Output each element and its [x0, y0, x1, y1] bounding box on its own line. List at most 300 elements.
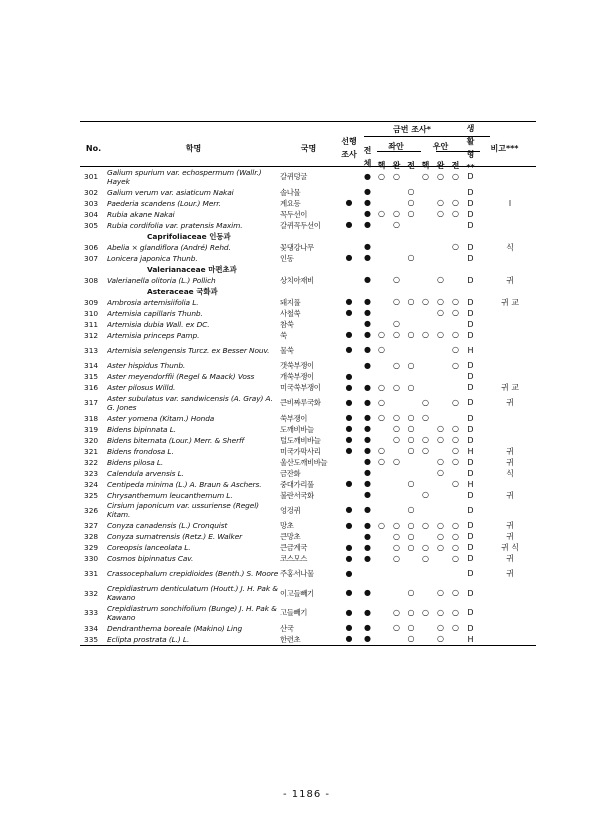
survey-mark: ○	[437, 172, 444, 181]
survey-mark: ○	[407, 361, 415, 370]
korean-name: 미국쑥부쟁이	[280, 383, 321, 392]
survey-mark: ○	[378, 398, 385, 407]
survey-mark: ○	[393, 210, 400, 218]
survey-mark: ●	[364, 276, 371, 284]
table-row	[80, 297, 536, 308]
survey-mark: ●	[364, 199, 371, 207]
scientific-name: Bidens pilosa L.	[107, 457, 164, 467]
prior-survey-mark: ●	[345, 569, 353, 578]
survey-mark: ○	[452, 346, 459, 355]
survey-mark: ○	[407, 624, 415, 632]
survey-mark: ○	[452, 608, 459, 617]
life-form: D	[467, 372, 474, 381]
life-form: H	[467, 446, 474, 456]
korean-name: 참쑥	[280, 319, 294, 329]
table-row	[80, 479, 536, 490]
survey-mark: ○	[407, 447, 415, 455]
table-row	[80, 413, 536, 424]
life-form: D	[467, 319, 474, 329]
table-row	[80, 308, 536, 319]
survey-mark: ●	[364, 172, 371, 181]
family-row	[80, 231, 536, 242]
survey-mark: ○	[407, 199, 415, 207]
life-form: D	[467, 505, 474, 515]
table-row	[80, 424, 536, 435]
survey-mark: ○	[422, 298, 429, 306]
survey-mark: ○	[422, 521, 429, 530]
header-life-form: 생 활 형**	[466, 124, 475, 172]
survey-mark: ○	[407, 608, 415, 617]
survey-mark: ○	[452, 309, 459, 317]
survey-mark: ●	[364, 635, 371, 643]
korean-name: 중대가리풀	[280, 479, 314, 489]
survey-mark: ○	[437, 331, 444, 339]
korean-name: 이고들빼기	[280, 588, 314, 598]
table-body	[80, 167, 536, 645]
survey-mark: ○	[393, 458, 400, 466]
table-row	[80, 319, 536, 330]
scientific-name: Aster hispidus Thunb.	[107, 361, 186, 370]
scientific-name: Crepidiastrum denticulatum (Houtt.) J. H. Pak & Kawano	[107, 584, 278, 603]
scientific-name: Valerianella olitoria (L.) Pollich	[107, 275, 216, 285]
survey-mark: ○	[437, 469, 444, 477]
row-number: 333	[84, 608, 99, 618]
row-number: 317	[84, 398, 99, 408]
scientific-name: Lonicera japonica Thunb.	[107, 253, 198, 263]
table-row	[80, 501, 536, 521]
survey-mark: ○	[437, 298, 444, 306]
survey-mark: ○	[437, 532, 444, 541]
prior-survey-mark: ●	[345, 221, 353, 229]
table-row	[80, 446, 536, 457]
species-table	[80, 121, 536, 646]
life-form: D	[467, 608, 474, 618]
survey-mark: ○	[407, 425, 415, 433]
row-number: 325	[84, 490, 99, 500]
survey-mark: ●	[364, 361, 371, 370]
korean-name: 인동	[280, 253, 294, 263]
survey-mark: ○	[422, 608, 429, 617]
survey-mark: ○	[407, 298, 415, 306]
survey-mark: ○	[452, 425, 459, 433]
life-form: D	[467, 435, 474, 445]
row-number: 324	[84, 479, 99, 489]
family-name: Valerianaceae 마편초과	[147, 264, 237, 274]
survey-mark: ○	[452, 554, 459, 563]
family-row	[80, 264, 536, 275]
life-form: D	[467, 330, 474, 340]
korean-name: 산국	[280, 623, 294, 633]
survey-mark: ○	[452, 199, 459, 207]
survey-mark: ○	[378, 346, 385, 355]
survey-mark: ○	[437, 521, 444, 530]
survey-mark: ○	[393, 172, 400, 181]
row-number: 303	[84, 198, 99, 208]
row-number: 326	[84, 505, 99, 515]
survey-mark: ○	[393, 276, 400, 284]
survey-mark: ●	[364, 624, 371, 632]
scientific-name: Crassocephalum crepidioides (Benth.) S. Moore	[107, 569, 279, 579]
row-number: 320	[84, 435, 99, 445]
survey-mark: ●	[364, 346, 371, 355]
row-number: 306	[84, 242, 99, 252]
remarks: 귀 식	[501, 543, 519, 552]
prior-survey-mark: ●	[345, 425, 353, 433]
survey-mark: ○	[437, 276, 444, 284]
table-row	[80, 490, 536, 501]
survey-mark: ○	[437, 635, 444, 643]
row-number: 318	[84, 413, 99, 423]
survey-mark: ○	[407, 635, 415, 643]
table-row	[80, 187, 536, 198]
table-header	[80, 121, 536, 172]
remarks: l	[508, 198, 512, 208]
row-number: 319	[84, 424, 99, 434]
header-right-core: 핵	[421, 161, 430, 171]
survey-mark: ○	[393, 436, 400, 444]
row-number: 328	[84, 532, 99, 541]
korean-name: 미국가막사리	[280, 446, 321, 456]
life-form: D	[467, 457, 474, 467]
survey-mark: ○	[393, 361, 400, 370]
survey-mark: ○	[378, 458, 385, 466]
life-form: D	[467, 198, 474, 208]
life-form: D	[467, 424, 474, 434]
korean-name: 도깨비바늘	[280, 424, 314, 434]
survey-mark: ○	[407, 331, 415, 339]
row-number: 335	[84, 634, 99, 644]
row-number: 331	[84, 569, 99, 579]
row-number: 301	[84, 172, 99, 182]
prior-survey-mark: ●	[345, 398, 353, 407]
life-form: D	[467, 468, 474, 478]
table-row	[80, 242, 536, 253]
row-number: 307	[84, 253, 99, 263]
row-number: 312	[84, 330, 99, 340]
life-form: D	[467, 220, 474, 230]
korean-name: 엉겅퀴	[280, 505, 301, 515]
family-row	[80, 286, 536, 297]
survey-mark: ●	[364, 383, 371, 392]
survey-mark: ●	[364, 506, 371, 515]
survey-mark: ○	[452, 298, 459, 306]
survey-mark: ○	[393, 543, 400, 552]
life-form: D	[467, 253, 474, 263]
survey-mark: ●	[364, 254, 371, 262]
prior-survey-mark: ●	[345, 589, 353, 598]
survey-mark: ○	[452, 436, 459, 444]
header-right-bank: 우안	[432, 142, 449, 152]
korean-name: 큰비짜루국화	[280, 398, 321, 408]
scientific-name: Calendula arvensis L.	[107, 468, 184, 478]
prior-survey-mark: ●	[345, 436, 353, 444]
survey-mark: ○	[452, 172, 459, 181]
prior-survey-mark: ●	[345, 635, 353, 643]
table-row	[80, 220, 536, 231]
header-scientific-name: 학명	[185, 143, 202, 153]
scientific-name: Bidens biternata (Lour.) Merr. & Sherff	[107, 435, 245, 445]
life-form: D	[467, 242, 474, 252]
survey-mark: ○	[378, 331, 385, 339]
survey-mark: ○	[378, 521, 385, 530]
prior-survey-mark: ●	[345, 372, 353, 381]
scientific-name: Paederia scandens (Lour.) Merr.	[107, 198, 221, 208]
row-number: 330	[84, 554, 99, 563]
remarks: 귀	[506, 457, 514, 467]
survey-mark: ○	[452, 331, 459, 339]
scientific-name: Abelia × glandiflora (André) Rehd.	[107, 242, 231, 252]
life-form: D	[467, 275, 474, 285]
survey-mark: ○	[393, 554, 400, 563]
survey-mark: ○	[407, 532, 415, 541]
survey-mark: ○	[407, 436, 415, 444]
life-form: D	[467, 490, 474, 500]
korean-name: 쑥부쟁이	[280, 413, 307, 423]
survey-mark: ●	[364, 188, 371, 196]
survey-mark: ○	[407, 188, 415, 196]
table-row	[80, 603, 536, 623]
survey-mark: ○	[378, 210, 385, 218]
row-number: 315	[84, 372, 99, 381]
korean-name: 코스모스	[280, 554, 307, 563]
korean-name: 사철쑥	[280, 308, 301, 318]
korean-name: 한련초	[280, 634, 301, 644]
table-row	[80, 360, 536, 371]
survey-mark: ○	[437, 624, 444, 632]
prior-survey-mark: ●	[345, 624, 353, 632]
scientific-name: Conyza sumatrensis (Retz.) E. Walker	[107, 532, 243, 541]
table-row	[80, 564, 536, 584]
survey-mark: ●	[364, 480, 371, 488]
survey-mark: ○	[422, 414, 429, 422]
table-row	[80, 435, 536, 446]
survey-mark: ○	[452, 458, 459, 466]
survey-mark: ○	[437, 309, 444, 317]
scientific-name: Rubia akane Nakai	[107, 209, 175, 219]
survey-mark: ○	[407, 521, 415, 530]
korean-name: 꽃댕강나무	[280, 242, 314, 252]
life-form: D	[467, 532, 474, 541]
prior-survey-mark: ●	[345, 543, 353, 552]
survey-mark: ○	[378, 414, 385, 422]
family-name: Asteraceae 국화과	[147, 286, 218, 296]
header-prior-survey: 선행 조사	[341, 137, 357, 159]
survey-mark: ○	[452, 521, 459, 530]
header-left-bank: 좌안	[388, 142, 404, 152]
scientific-name: Cirsium japonicum var. ussuriense (Regel) Kitam.	[107, 501, 259, 520]
header-total: 전 체	[363, 145, 372, 168]
header-remarks: 비고***	[490, 143, 519, 153]
korean-name: 갈퀴덩굴	[280, 172, 307, 182]
korean-name: 불란서국화	[280, 490, 314, 500]
life-form: D	[467, 554, 474, 563]
table-row	[80, 198, 536, 209]
scientific-name: Chrysanthemum leucanthemum L.	[107, 490, 233, 500]
remarks: 귀 교	[501, 297, 519, 307]
korean-name: 꼭두선이	[280, 209, 307, 219]
survey-mark: ○	[378, 172, 385, 181]
remarks: 귀	[506, 521, 514, 530]
prior-survey-mark: ●	[345, 447, 353, 455]
table-row	[80, 209, 536, 220]
survey-mark: ○	[452, 243, 459, 251]
row-number: 322	[84, 457, 99, 467]
survey-mark: ○	[452, 543, 459, 552]
survey-mark: ○	[393, 425, 400, 433]
survey-mark: ○	[422, 491, 429, 499]
scientific-name: Galium spurium var. echospermum (Wallr.) Hayek	[107, 167, 262, 186]
row-number: 305	[84, 220, 99, 230]
korean-name: 돼지풀	[280, 297, 301, 307]
scientific-name: Aster subulatus var. sandwicensis (A. Gray) A. G. Jones	[107, 393, 273, 412]
family-name: Caprifoliaceae 인동과	[147, 231, 231, 241]
scientific-name: Artemisia capillaris Thunb.	[107, 308, 203, 318]
survey-mark: ○	[407, 589, 415, 598]
survey-mark: ●	[364, 414, 371, 422]
survey-mark: ○	[393, 383, 400, 392]
life-form: D	[467, 413, 474, 423]
survey-mark: ○	[437, 436, 444, 444]
remarks: 귀	[506, 554, 514, 563]
prior-survey-mark: ●	[345, 414, 353, 422]
survey-mark: ●	[364, 554, 371, 563]
korean-name: 계요등	[280, 198, 301, 208]
header-left-buffer: 완	[392, 161, 401, 171]
life-form: D	[467, 588, 474, 598]
survey-mark: ○	[393, 221, 400, 229]
survey-mark: ●	[364, 331, 371, 339]
scientific-name: Cosmos bipinnatus Cav.	[107, 554, 194, 563]
table-row	[80, 382, 536, 393]
table-row	[80, 457, 536, 468]
survey-mark: ○	[393, 414, 400, 422]
korean-name: 물쑥	[280, 345, 294, 355]
prior-survey-mark: ●	[345, 480, 353, 488]
remarks: 귀	[506, 398, 514, 408]
row-number: 302	[84, 187, 99, 197]
prior-survey-mark: ●	[345, 506, 353, 515]
remarks: 귀 교	[501, 383, 519, 392]
survey-mark: ○	[393, 298, 400, 306]
korean-name: 갯쑥부쟁이	[280, 361, 314, 370]
header-current-survey: 금번 조사*	[393, 124, 431, 134]
table-row	[80, 371, 536, 382]
survey-mark: ●	[364, 309, 371, 317]
survey-mark: ○	[407, 506, 415, 515]
korean-name: 울산도깨비바늘	[280, 457, 328, 467]
survey-mark: ○	[437, 458, 444, 466]
scientific-name: Artemisia selengensis Turcz. ex Besser Nouv.	[107, 345, 270, 355]
life-form: D	[467, 361, 474, 370]
korean-name: 망초	[280, 521, 294, 530]
survey-mark: ○	[422, 172, 429, 181]
life-form: D	[467, 569, 474, 579]
survey-mark: ○	[452, 210, 459, 218]
life-form: D	[467, 187, 474, 197]
survey-mark: ○	[422, 331, 429, 339]
survey-mark: ○	[422, 436, 429, 444]
row-number: 321	[84, 446, 99, 456]
header-korean-name: 국명	[300, 143, 317, 153]
remarks: 귀	[506, 275, 514, 285]
survey-mark: ○	[452, 589, 459, 598]
survey-mark: ○	[452, 532, 459, 541]
survey-mark: ●	[364, 425, 371, 433]
life-form: H	[467, 345, 474, 355]
survey-mark: ○	[393, 532, 400, 541]
prior-survey-mark: ●	[345, 331, 353, 339]
survey-mark: ○	[437, 608, 444, 617]
table-row	[80, 584, 536, 604]
korean-name: 고들빼기	[280, 608, 307, 618]
survey-mark: ●	[364, 398, 371, 407]
life-form: D	[467, 209, 474, 219]
survey-mark: ●	[364, 243, 371, 251]
survey-mark: ○	[437, 199, 444, 207]
prior-survey-mark: ●	[345, 254, 353, 262]
header-left-transition: 전	[407, 161, 415, 171]
table-row	[80, 531, 536, 542]
survey-mark: ●	[364, 521, 371, 530]
remarks: 귀	[506, 569, 514, 579]
remarks: 식	[506, 242, 514, 252]
page-number: - 1186 -	[282, 789, 331, 800]
row-number: 329	[84, 543, 99, 552]
survey-mark: ●	[364, 298, 371, 306]
life-form: D	[467, 521, 474, 530]
table-row	[80, 330, 536, 341]
prior-survey-mark: ●	[345, 309, 353, 317]
row-number: 310	[84, 308, 99, 318]
scientific-name: Artemisia dubia Wall. ex DC.	[107, 319, 210, 329]
scientific-name: Artemisia princeps Pamp.	[107, 330, 200, 340]
survey-mark: ●	[364, 447, 371, 455]
table-bottom-rule	[80, 645, 536, 646]
survey-mark: ○	[407, 543, 415, 552]
korean-name: 개쑥부쟁이	[280, 372, 314, 381]
scientific-name: Coreopsis lanceolata L.	[107, 543, 191, 552]
survey-mark: ●	[364, 458, 371, 466]
header-no: No.	[85, 143, 102, 153]
survey-mark: ○	[422, 554, 429, 563]
korean-name: 솔나물	[280, 187, 301, 197]
header-right-buffer: 완	[436, 161, 445, 171]
scientific-name: Aster pilosus Willd.	[107, 383, 176, 392]
life-form: D	[467, 398, 474, 408]
survey-mark: ●	[364, 491, 371, 499]
korean-name: 큰금계국	[280, 543, 307, 552]
survey-mark: ○	[422, 543, 429, 552]
survey-mark: ○	[422, 447, 429, 455]
survey-mark: ○	[437, 425, 444, 433]
life-form: D	[467, 543, 474, 552]
survey-mark: ●	[364, 608, 371, 617]
life-form: H	[467, 634, 474, 644]
table-row	[80, 275, 536, 286]
life-form: D	[467, 297, 474, 307]
survey-mark: ○	[393, 521, 400, 530]
korean-name: 상치아재비	[280, 275, 314, 285]
remarks: 귀	[506, 532, 514, 541]
korean-name: 주홍서나물	[280, 569, 314, 579]
korean-name: 털도깨비바늘	[280, 435, 321, 445]
survey-mark: ○	[452, 361, 459, 370]
korean-name: 큰망초	[280, 532, 301, 541]
life-form: H	[467, 479, 474, 489]
header-divider-survey	[364, 136, 490, 137]
row-number: 304	[84, 209, 99, 219]
survey-mark: ○	[407, 414, 415, 422]
